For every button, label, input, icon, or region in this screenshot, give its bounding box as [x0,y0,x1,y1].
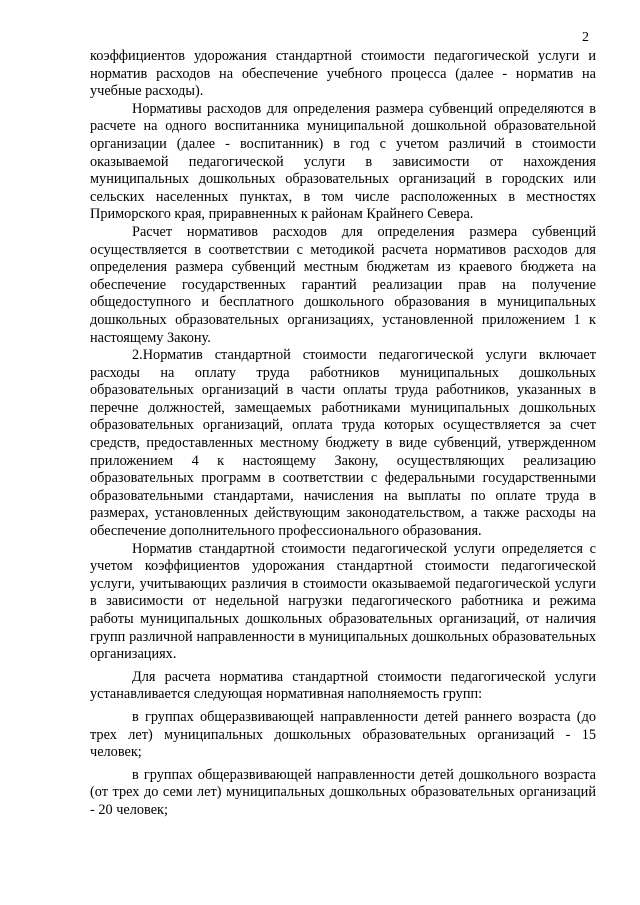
paragraph-group-occupancy-intro: Для расчета норматива стандартной стоимости педагогической услуги устанавливается следующая нормативная наполняемость групп: [90,668,596,703]
paragraph-standard-cost-composition: 2.Норматив стандартной стоимости педагогической услуги включает расходы на оплату труда работников муниципальных дошкольных образовательных организаций в части оплаты труда работников, указанных в перечне должностей, замещаемых работниками муниципальных дошкольных образовательных организаций, оплата труда которых осуществляется за счет средств, предоставленных местному бюджету в виде субвенций, утвержденном приложением 4 к настоящему Закону, осуществляющих реализацию образовательных программ в соответствии с федеральными государственными образовательными стандартами, начисления на выплаты по оплате труда в размерах, установленных действующим законодательством, а также расходы на обеспечение дополнительного профессионального образования. [90,347,596,540]
list-item-preschool-age-groups: в группах общеразвивающей направленности детей дошкольного возраста (от трех до семи лет) муниципальных дошкольных образовательных организаций - 20 человек; [90,766,596,818]
paragraph-cost-coefficients: Норматив стандартной стоимости педагогической услуги определяется с учетом коэффициентов удорожания стандартной стоимости педагогической услуги, учитывающих различия в стоимости оказываемой педагогической услуги в зависимости от недельной нагрузки педагогического работника и режима работы муниципальных дошкольных образовательных организаций, от наличия групп различной направленности в муниципальных дошкольных образовательных организациях. [90,540,596,663]
document-body [90,48,596,820]
paragraph-subsidy-norms: Нормативы расходов для определения размера субвенций определяются в расчете на одного воспитанника муниципальной дошкольной образовательной организации (далее - воспитанник) в год с учетом различий в стоимости оказываемой педагогической услуги в зависимости от нахождения муниципальных дошкольных образовательных организаций в городских или сельских населенных пунктах, в том числе расположенных в местностях Приморского края, приравненных к районам Крайнего Севера. [90,100,596,223]
paragraph-calculation-method: Расчет нормативов расходов для определения размера субвенций осуществляется в соответствии с методикой расчета нормативов расходов для определения размера субвенций местным бюджетам из краевого бюджета на обеспечение государственных гарантий реализации прав на получение общедоступного и бесплатного дошкольного образования в муниципальных дошкольных образовательных организациях, установленной приложением 1 к настоящему Закону. [90,223,596,346]
page-number: 2 [582,30,589,45]
list-item-early-age-groups: в группах общеразвивающей направленности детей раннего возраста (до трех лет) муниципальных дошкольных образовательных организаций - 15 человек; [90,708,596,761]
paragraph-continuation: коэффициентов удорожания стандартной стоимости педагогической услуги и норматив расходов на обеспечение учебного процесса (далее - норматив на учебные расходы). [90,48,596,100]
